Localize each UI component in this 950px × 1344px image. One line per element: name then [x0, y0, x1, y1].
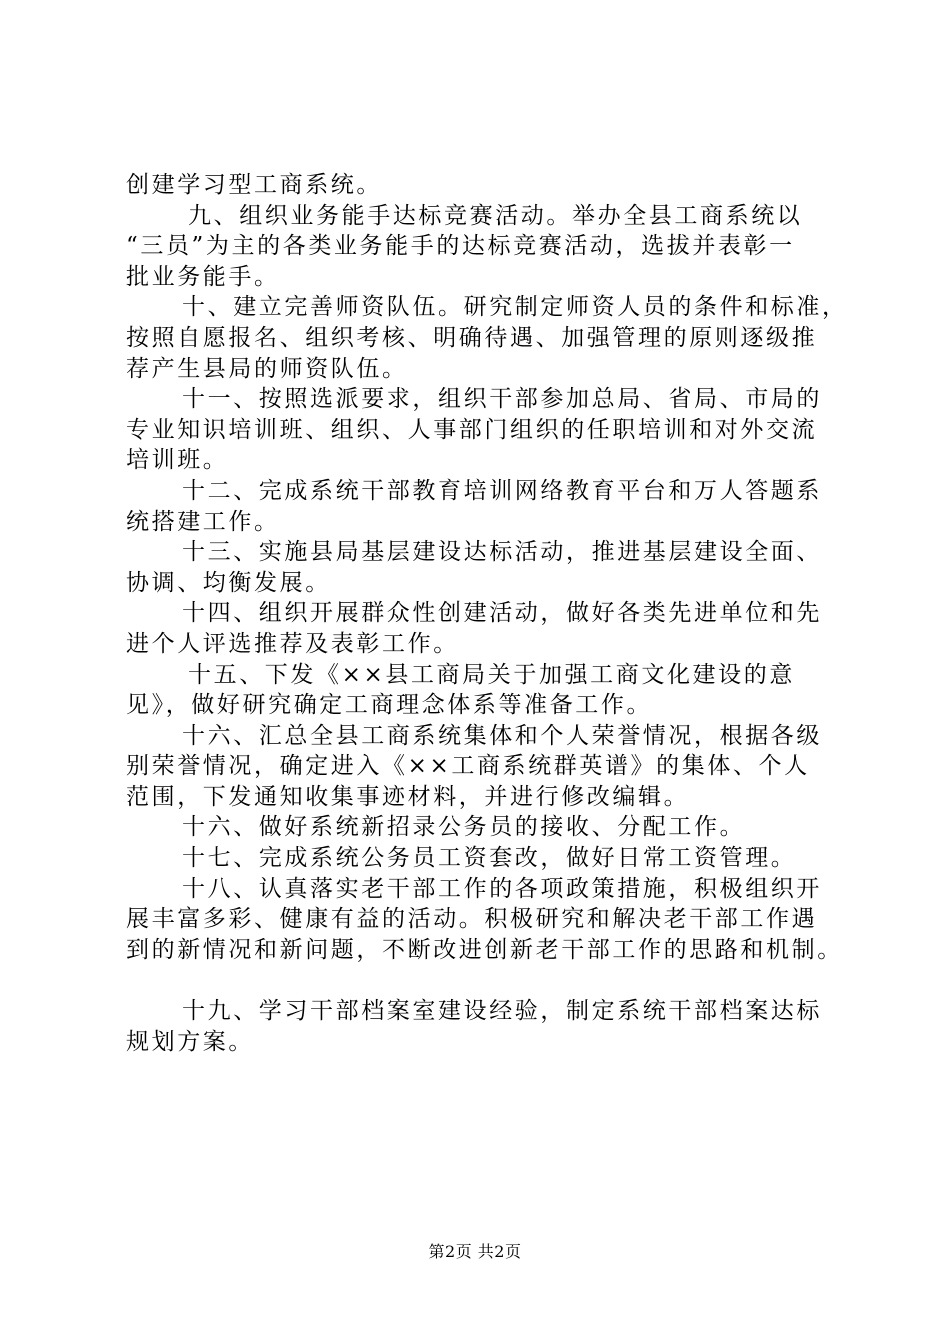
text-line: 创建学习型工商系统。 — [126, 172, 382, 198]
text-line: 统搭建工作。 — [126, 508, 280, 535]
text-line: 规划方案。 — [126, 1028, 254, 1055]
text-line: 按照自愿报名、组织考核、明确待遇、加强管理的原则逐级推 — [126, 324, 818, 351]
text-line: 十八、认真落实老干部工作的各项政策措施，积极组织开 — [182, 875, 822, 902]
text-line: 十六、做好系统新招录公务员的接收、分配工作。 — [182, 814, 746, 841]
text-line: 协调、均衡发展。 — [126, 569, 331, 596]
text-line: “三员”为主的各类业务能手的达标竞赛活动，选拔并表彰一 — [126, 233, 795, 260]
page-number-footer: 第2页 共2页 — [428, 1242, 522, 1261]
text-line: 别荣誉情况，确定进入《××工商系统群英谱》的集体、个人 — [126, 753, 810, 780]
text-line: 培训班。 — [126, 447, 229, 474]
text-line: 十三、实施县局基层建设达标活动，推进基层建设全面、 — [182, 539, 822, 566]
text-line: 见》，做好研究确定工商理念体系等准备工作。 — [126, 692, 653, 719]
text-line: 展丰富多彩、健康有益的活动。积极研究和解决老干部工作遇 — [126, 906, 818, 933]
text-line: 十四、组织开展群众性创建活动，做好各类先进单位和先 — [182, 600, 822, 627]
text-line: 十九、学习干部档案室建设经验，制定系统干部档案达标 — [182, 998, 822, 1025]
text-line: 十二、完成系统干部教育培训网络教育平台和万人答题系 — [182, 477, 822, 504]
text-line: 进个人评选推荐及表彰工作。 — [126, 630, 459, 657]
text-line: 批业务能手。 — [126, 263, 280, 290]
text-line: 九、组织业务能手达标竞赛活动。举办全县工商系统以 — [188, 202, 803, 229]
text-line: 十、建立完善师资队伍。研究制定师资人员的条件和标准， — [182, 294, 848, 321]
text-line: 十五、下发《××县工商局关于加强工商文化建设的意 — [188, 661, 795, 688]
text-line: 范围，下发通知收集事迹材料，并进行修改编辑。 — [126, 783, 690, 810]
text-line: 十七、完成系统公务员工资套改，做好日常工资管理。 — [182, 845, 797, 872]
text-line: 专业知识培训班、组织、人事部门组织的任职培训和对外交流 — [126, 416, 818, 443]
document-body — [126, 170, 848, 1057]
text-line: 荐产生县局的师资队伍。 — [126, 355, 408, 382]
text-line: 到的新情况和新问题，不断改进创新老干部工作的思路和机制。 — [126, 936, 843, 963]
text-line: 十六、汇总全县工商系统集体和个人荣誉情况，根据各级 — [182, 722, 822, 749]
text-line: 十一、按照选派要求，组织干部参加总局、省局、市局的 — [182, 386, 822, 413]
paragraph-gap — [126, 965, 831, 996]
